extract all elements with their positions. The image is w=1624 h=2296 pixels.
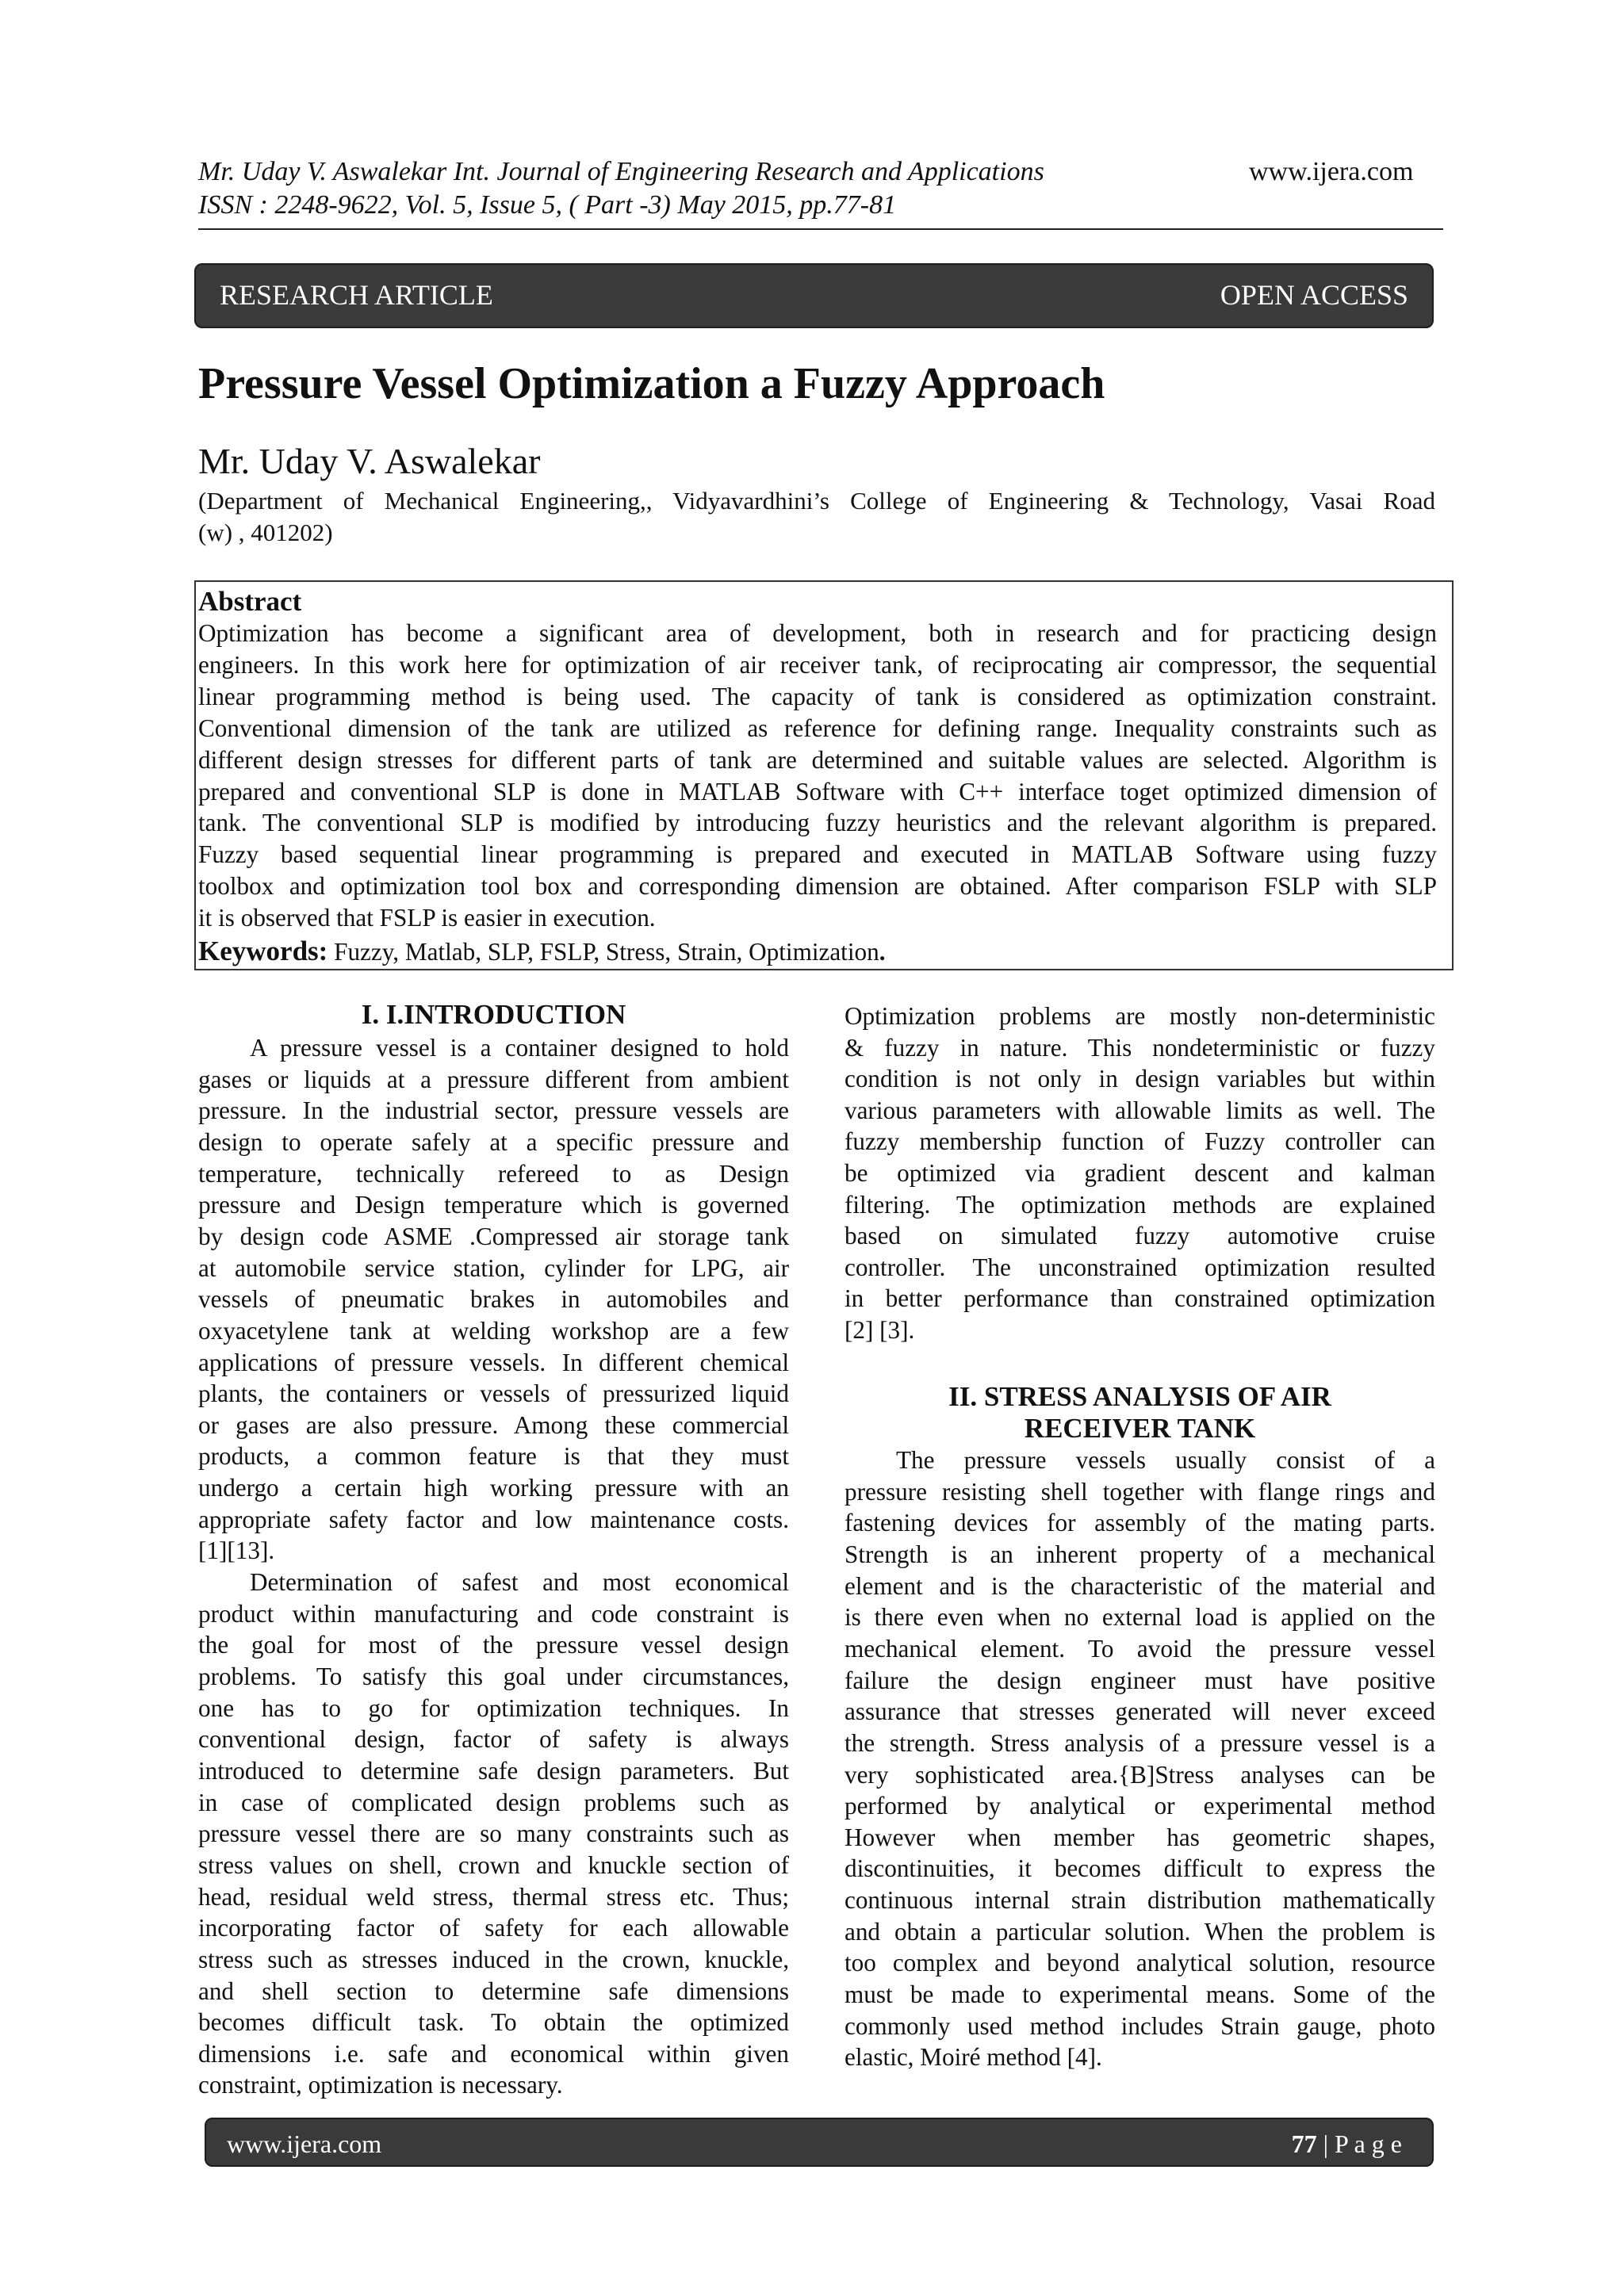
abstract-line: linear programming method is being used. The capacity of tank is considered as optimization constraint. [198,682,1437,710]
keywords-line [198,936,886,968]
intro-line: by design code ASME .Compressed air storage tank [198,1222,789,1250]
section-2-line: discontinuities, it becomes difficult to express the [845,1854,1435,1883]
journal-header: Mr. Uday V. Aswalekar Int. Journal of Engineering Research and Applications [198,157,1044,186]
section-2-line: pressure resisting shell together with flange rings and [845,1477,1435,1506]
section-2-line: However when member has geometric shapes, [845,1823,1435,1851]
intro-line: [1][13]. [198,1536,275,1565]
intro-line: problems. To satisfy this goal under circumstances, [198,1663,789,1690]
section-2-heading-line-1: II. STRESS ANALYSIS OF AIR [948,1381,1331,1412]
intro-line: pressure. In the industrial sector, pressure vessels are [198,1096,789,1125]
section-2-line: very sophisticated area.{B]Stress analyses can be [845,1760,1435,1789]
intro-line: one has to go for optimization techniques. In [198,1693,789,1722]
abstract-line: it is observed that FSLP is easier in execution. [198,904,656,932]
abstract-line: Conventional dimension of the tank are utilized as reference for defining range. Inequality constraints such as [198,714,1437,742]
footer-url[interactable]: www.ijera.com [227,2130,382,2158]
intro-line: pressure vessel there are so many constraints such as [198,1820,789,1848]
intro-line: stress values on shell, crown and knuckle section of [198,1850,789,1879]
affiliation-line-2: (w) , 401202) [198,519,333,546]
intro-line: pressure and Design temperature which is governed [198,1191,789,1219]
intro-line: dimensions i.e. safe and economical within given [198,2039,789,2068]
intro-cont-line: condition is not only in design variables but within [845,1065,1435,1093]
section-2-heading-line-2: RECEIVER TANK [1024,1413,1256,1444]
article-type-banner [194,263,1434,328]
intro-line: temperature, technically refereed to as Design [198,1159,789,1188]
page-number [1292,2130,1402,2158]
section-2-line: elastic, Moiré method [4]. [845,2043,1102,2072]
open-access-label: OPEN ACCESS [1220,279,1408,311]
intro-line: appropriate safety factor and low maintenance costs. [198,1505,789,1533]
abstract-line: Fuzzy based sequential linear programming is prepared and executed in MATLAB Software using fuzzy [198,840,1437,869]
affiliation-line-1: (Department of Mechanical Engineering,, Vidyavardhini’s College of Engineering & Technology, Vasai Road [198,487,1435,515]
intro-line: undergo a certain high working pressure with an [198,1474,789,1502]
intro-line: conventional design, factor of safety is always [198,1725,789,1754]
abstract-line: Optimization has become a significant area of development, both in research and for practicing design [198,619,1437,647]
intro-cont-line: be optimized via gradient descent and kalman [845,1159,1435,1187]
intro-line: head, residual weld stress, thermal stress etc. Thus; [198,1882,789,1911]
abstract-line: tank. The conventional SLP is modified by introducing fuzzy heuristics and the relevant algorithm is prepared. [198,809,1437,837]
section-2-line: failure the design engineer must have positive [845,1666,1435,1694]
intro-line: constraint, optimization is necessary. [198,2071,563,2099]
intro-cont-line: based on simulated fuzzy automotive cruise [845,1222,1435,1250]
paper-title: Pressure Vessel Optimization a Fuzzy Approach [198,359,1105,408]
issn-line: ISSN : 2248-9622, Vol. 5, Issue 5, ( Part -3) May 2015, pp.77-81 [198,190,897,220]
intro-line: applications of pressure vessels. In different chemical [198,1348,789,1376]
page-footer [205,2118,1434,2167]
section-2-line: Strength is an inherent property of a mechanical [845,1540,1435,1568]
intro-cont-line: fuzzy membership function of Fuzzy controller can [845,1127,1435,1156]
section-2-line: the strength. Stress analysis of a pressure vessel is a [845,1728,1435,1757]
intro-cont-line: Optimization problems are mostly non-deterministic [845,1002,1435,1030]
intro-line: Determination of safest and most economical [250,1568,789,1597]
intro-cont-line: controller. The unconstrained optimization resulted [845,1253,1435,1281]
intro-cont-line: [2] [3]. [845,1316,915,1344]
header-rule [198,228,1443,230]
intro-line: gases or liquids at a pressure different from ambient [198,1065,789,1093]
section-2-line: assurance that stresses generated will never exceed [845,1697,1435,1726]
intro-cont-line: & fuzzy in nature. This nondeterministic or fuzzy [845,1033,1435,1062]
section-2-line: fastening devices for assembly of the mating parts. [845,1509,1435,1537]
intro-line: introduced to determine safe design parameters. But [198,1756,789,1785]
section-2-line: and obtain a particular solution. When the problem is [845,1917,1435,1946]
keywords-label: Keywords: [198,936,328,966]
abstract-line: different design stresses for different parts of tank are determined and suitable values are selected. Algorithm is [198,745,1437,774]
section-2-line: commonly used method includes Strain gauge, photo [845,2011,1435,2040]
section-2-line: must be made to experimental means. Some of the [845,1980,1435,2009]
intro-cont-line: filtering. The optimization methods are explained [845,1190,1435,1219]
intro-line: stress such as stresses induced in the crown, knuckle, [198,1945,789,1973]
intro-line: and shell section to determine safe dimensions [198,1976,789,2005]
intro-cont-line: various parameters with allowable limits as well. The [845,1096,1435,1124]
intro-line: or gases are also pressure. Among these commercial [198,1410,789,1439]
keywords-period: . [879,938,886,966]
section-1-heading: I. I.INTRODUCTION [361,999,626,1030]
abstract-line: toolbox and optimization tool box and corresponding dimension are obtained. After comparison FSLP with SLP [198,872,1437,901]
intro-line: product within manufacturing and code constraint is [198,1599,789,1628]
intro-line: plants, the containers or vessels of pressurized liquid [198,1380,789,1408]
intro-line: the goal for most of the pressure vessel design [198,1631,789,1659]
abstract-heading: Abstract [198,586,302,617]
keywords-list: Fuzzy, Matlab, SLP, FSLP, Stress, Strain, Optimization [327,938,879,966]
section-2-line: too complex and beyond analytical solution, resource [845,1949,1435,1977]
intro-line: at automobile service station, cylinder for LPG, air [198,1253,789,1282]
intro-line: becomes difficult task. To obtain the optimized [198,2008,789,2037]
research-article-label: RESEARCH ARTICLE [220,279,493,311]
intro-line: oxyacetylene tank at welding workshop are a few [198,1316,789,1345]
intro-line: A pressure vessel is a container designed to hold [250,1034,789,1062]
abstract-line: prepared and conventional SLP is done in MATLAB Software with C++ interface toget optimized dimension of [198,777,1437,806]
section-2-line: is there even when no external load is applied on the [845,1603,1435,1632]
intro-line: incorporating factor of safety for each allowable [198,1914,789,1942]
author-name: Mr. Uday V. Aswalekar [198,441,541,481]
page-label: | P a g e [1316,2130,1402,2158]
page-number-value: 77 [1291,2130,1317,2158]
abstract-line: engineers. In this work here for optimization of air receiver tank, of reciprocating air compressor, the sequential [198,650,1437,679]
section-2-line: continuous internal strain distribution mathematically [845,1886,1435,1915]
intro-line: products, a common feature is that they must [198,1442,789,1471]
intro-line: design to operate safely at a specific pressure and [198,1127,789,1156]
journal-url[interactable]: www.ijera.com [1249,157,1414,186]
intro-line: in case of complicated design problems such as [198,1788,789,1816]
section-2-line: mechanical element. To avoid the pressure vessel [845,1634,1435,1663]
intro-line: vessels of pneumatic brakes in automobiles and [198,1285,789,1314]
section-2-line: performed by analytical or experimental method [845,1792,1435,1820]
section-2-line: The pressure vessels usually consist of a [896,1446,1435,1474]
section-2-line: element and is the characteristic of the material and [845,1571,1435,1600]
intro-cont-line: in better performance than constrained optimization [845,1284,1435,1313]
